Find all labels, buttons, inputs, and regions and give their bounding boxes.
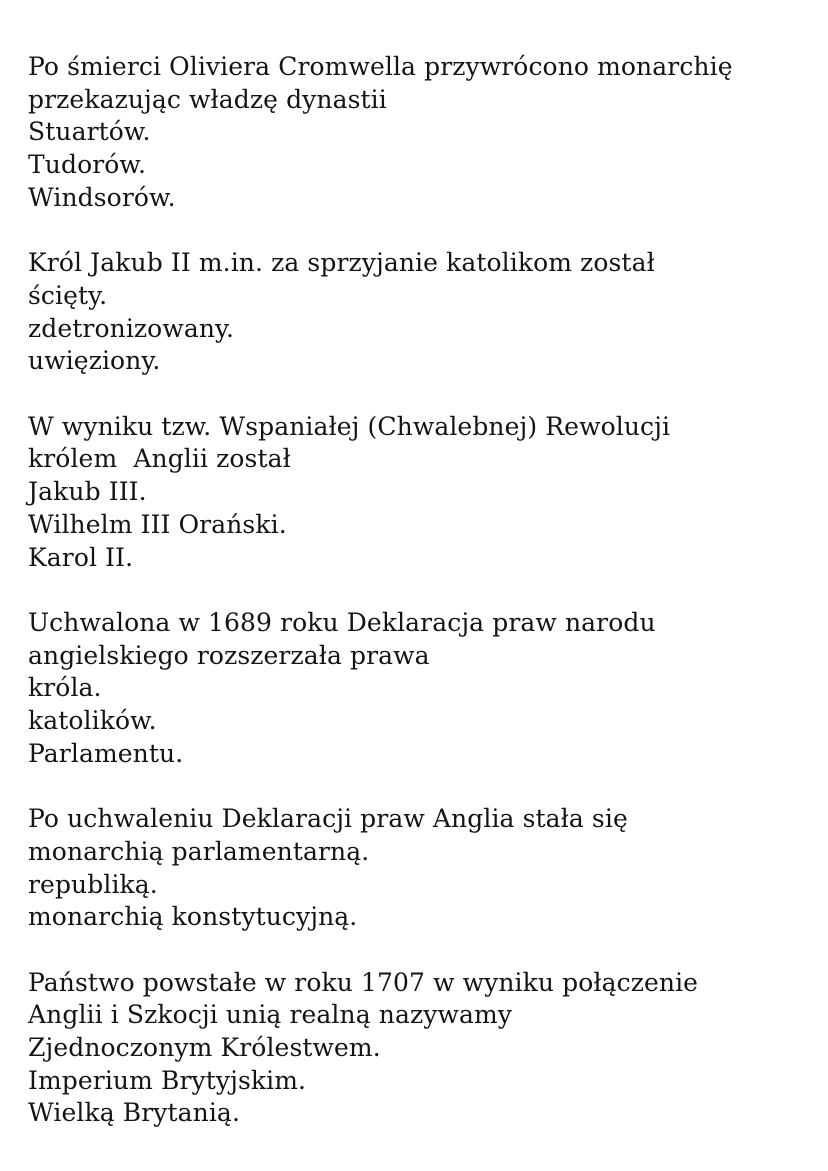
question-prompt-line: przekazując władzę dynastii xyxy=(28,84,387,114)
question-prompt-line: Uchwalona w 1689 roku Deklaracja praw narodu xyxy=(28,607,656,637)
answer-option: monarchią parlamentarną. xyxy=(28,836,370,866)
question-prompt-line: angielskiego rozszerzała prawa xyxy=(28,640,430,670)
question-3 xyxy=(28,411,808,575)
answer-option: króla. xyxy=(28,673,102,703)
question-2 xyxy=(28,247,808,378)
answer-option: Parlamentu. xyxy=(28,738,184,768)
question-5 xyxy=(28,803,808,934)
answer-option: Zjednoczonym Królestwem. xyxy=(28,1033,381,1063)
question-prompt-line: Po śmierci Oliviera Cromwella przywrócono monarchię xyxy=(28,52,733,81)
answer-option: Stuartów. xyxy=(28,117,151,147)
answer-option: Karol II. xyxy=(28,542,134,572)
quiz-content xyxy=(28,51,808,1130)
answer-option: Tudorów. xyxy=(28,150,147,180)
answer-option: Imperium Brytyjskim. xyxy=(28,1065,307,1095)
answer-option: ścięty. xyxy=(28,280,108,310)
answer-option: republiką. xyxy=(28,869,158,899)
answer-option: Windsorów. xyxy=(28,182,176,212)
question-prompt-line: Anglii i Szkocji unią realną nazywamy xyxy=(28,1000,513,1030)
question-prompt-line: Po uchwaleniu Deklaracji praw Anglia stała się xyxy=(28,804,628,834)
answer-option: Jakub III. xyxy=(28,477,147,507)
answer-option: Wilhelm III Orański. xyxy=(28,509,287,539)
answer-option: uwięziony. xyxy=(28,346,161,376)
question-prompt-line: królem Anglii został xyxy=(28,444,291,474)
question-prompt-line: Państwo powstałe w roku 1707 w wyniku połączenie xyxy=(28,967,699,997)
question-1 xyxy=(28,51,808,215)
answer-option: zdetronizowany. xyxy=(28,313,234,343)
question-prompt-line: Król Jakub II m.in. za sprzyjanie katolikom został xyxy=(28,248,655,278)
answer-option: monarchią konstytucyjną. xyxy=(28,902,358,932)
question-6 xyxy=(28,967,808,1131)
answer-option: Wielką Brytanią. xyxy=(28,1098,240,1128)
question-prompt-line: W wyniku tzw. Wspaniałej (Chwalebnej) Rewolucji xyxy=(28,411,671,441)
answer-option: katolików. xyxy=(28,706,157,736)
question-4 xyxy=(28,607,808,771)
